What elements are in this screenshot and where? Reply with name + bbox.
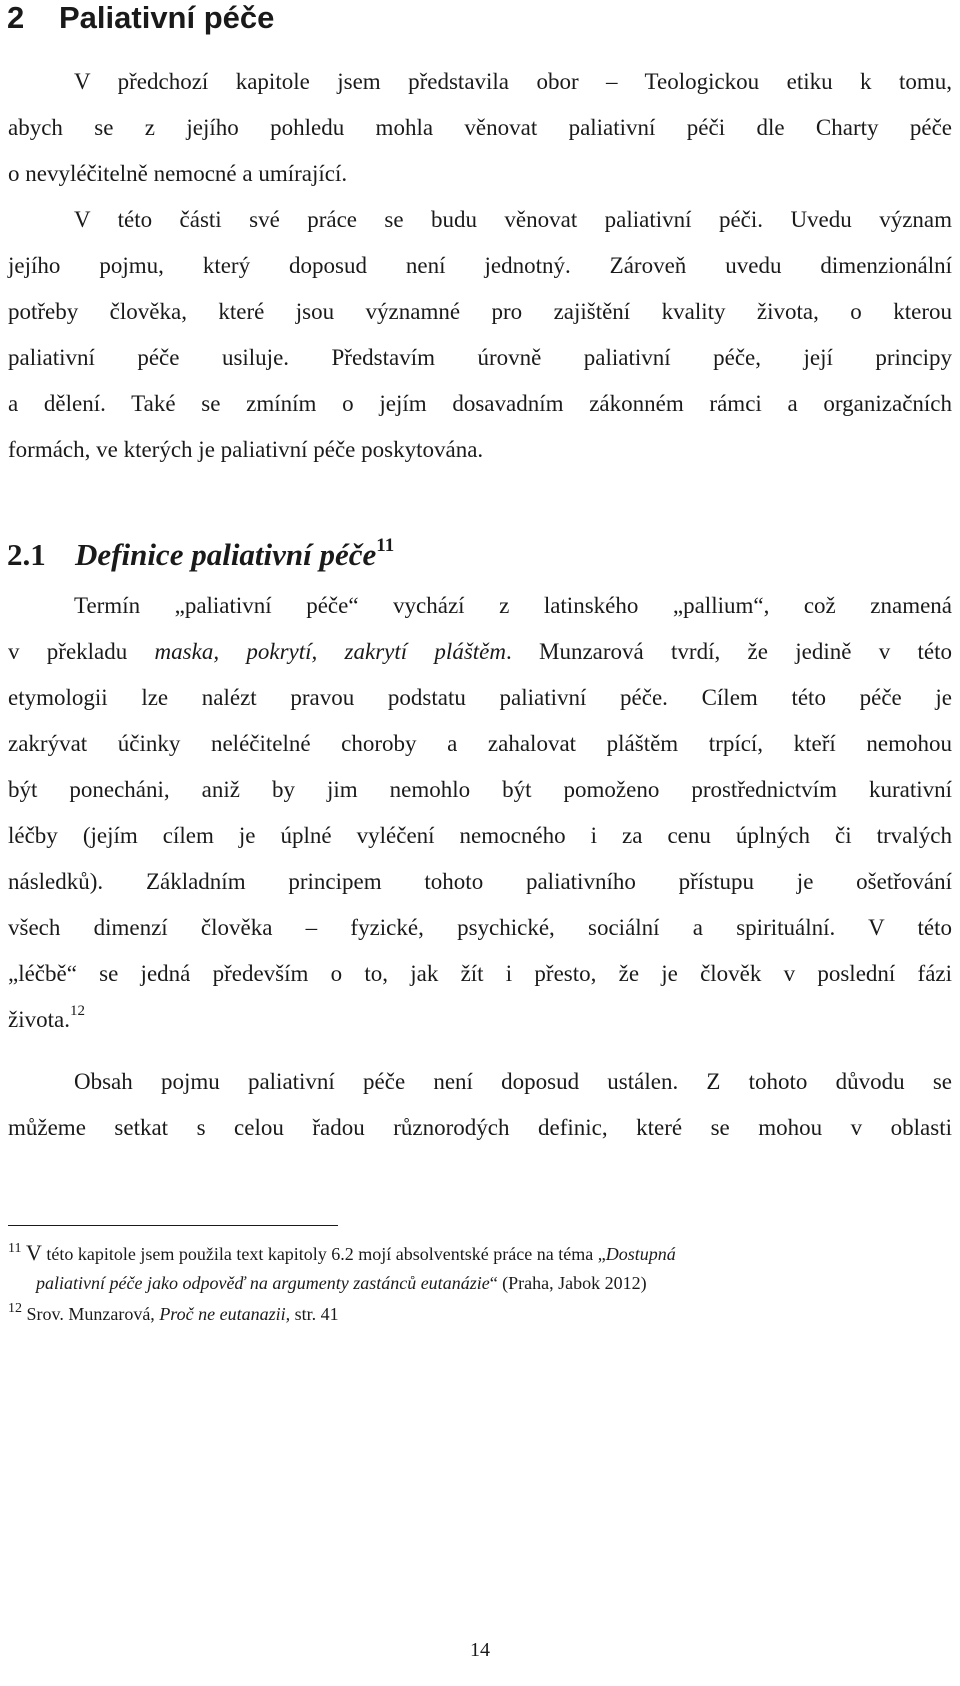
footnote-11-mark: 11 xyxy=(8,1241,22,1256)
footnote-12-mark: 12 xyxy=(8,1301,22,1316)
body-line-7: následků). Základním principem tohoto paliativního přístupu je ošetřování xyxy=(8,869,952,894)
footnote-12 xyxy=(8,1298,339,1325)
chapter-number: 2 xyxy=(7,0,25,35)
footnote-11-cont xyxy=(36,1272,647,1294)
footnote-12-tail: str. 41 xyxy=(290,1304,339,1324)
body-line-2-a: v překladu xyxy=(8,639,155,664)
intro-line-5: jejího pojmu, který doposud není jednotný. Zároveň uvedu dimenzionální xyxy=(8,253,952,278)
intro-line-3: o nevyléčitelně nemocné a umírající. xyxy=(8,161,348,186)
body-line-12: můžeme setkat s celou řadou různorodých definic, které se mohou v oblasti xyxy=(8,1115,952,1140)
page-number: 14 xyxy=(470,1639,490,1661)
body-line-6: léčby (jejím cílem je úplné vyléčení nemocného i za cenu úplných či trvalých xyxy=(8,823,952,848)
body-line-2-b: . Munzarová tvrdí, že jedině v této xyxy=(505,639,952,664)
body-line-3: etymologii lze nalézt pravou podstatu paliativní péče. Cílem této péče je xyxy=(8,685,952,710)
intro-line-1: V předchozí kapitole jsem představila obor – Teologickou etiku k tomu, xyxy=(74,69,952,94)
body-line-1: Termín „paliativní péče“ vychází z latinského „pallium“, což znamená xyxy=(74,593,952,618)
body-line-8: všech dimenzí člověka – fyzické, psychické, sociální a spirituální. V této xyxy=(8,915,952,940)
footnote-ref-12[interactable]: 12 xyxy=(69,1003,85,1019)
footnote-11-v: V xyxy=(25,1240,42,1265)
footnote-11-italic-2: paliativní péče jako odpověď na argumenty zastánců eutanázie xyxy=(36,1273,490,1293)
intro-line-9: formách, ve kterých je paliativní péče poskytována. xyxy=(8,437,484,462)
intro-line-2: abych se z jejího pohledu mohla věnovat paliativní péči dle Charty péče xyxy=(8,115,952,140)
body-line-4: zakrývat účinky neléčitelné choroby a zahalovat pláštěm trpící, kteří nemohou xyxy=(8,731,952,756)
section-title: Definice paliativní péče xyxy=(75,537,377,572)
body-line-9: „léčbě“ se jedná především o to, jak žít i přesto, že je člověk v poslední fázi xyxy=(8,961,952,986)
intro-line-6: potřeby člověka, které jsou významné pro zajištění kvality života, o kterou xyxy=(8,299,952,324)
body-line-11: Obsah pojmu paliativní péče není doposud ustálen. Z tohoto důvodu se xyxy=(74,1069,952,1094)
footnote-ref-11[interactable]: 11 xyxy=(376,535,395,556)
body-line-2 xyxy=(8,638,952,666)
body-line-5: být ponecháni, aniž by jim nemohlo být pomoženo prostřednictvím kurativní xyxy=(8,777,952,802)
intro-line-8: a dělení. Také se zmíním o jejím dosavadním zákonném rámci a organizačních xyxy=(8,391,952,416)
footnote-separator xyxy=(8,1225,338,1226)
latin-translation: maska, pokrytí, zakrytí pláštěm xyxy=(154,639,506,664)
footnote-12-text: Srov. Munzarová, xyxy=(22,1304,160,1324)
footnote-11 xyxy=(8,1238,676,1265)
footnote-11-tail: “ (Praha, Jabok 2012) xyxy=(489,1273,647,1293)
intro-line-7: paliativní péče usiluje. Představím úrovně paliativní péče, její principy xyxy=(8,345,952,370)
footnote-11-italic-1: Dostupná xyxy=(605,1244,676,1264)
footnote-11-text: této kapitole jsem použila text kapitoly 6.2 mojí absolventské práce na téma „ xyxy=(41,1244,606,1264)
intro-line-4: V této části své práce se budu věnovat paliativní péči. Uvedu význam xyxy=(74,207,952,232)
chapter-title: Paliativní péče xyxy=(59,0,275,35)
section-number: 2.1 xyxy=(7,537,46,572)
body-line-10 xyxy=(8,1003,952,1034)
chapter-heading xyxy=(7,0,274,36)
body-line-10-text: života. xyxy=(8,1007,70,1032)
section-heading xyxy=(7,528,394,573)
footnote-12-italic: Proč ne eutanazii, xyxy=(159,1304,291,1324)
